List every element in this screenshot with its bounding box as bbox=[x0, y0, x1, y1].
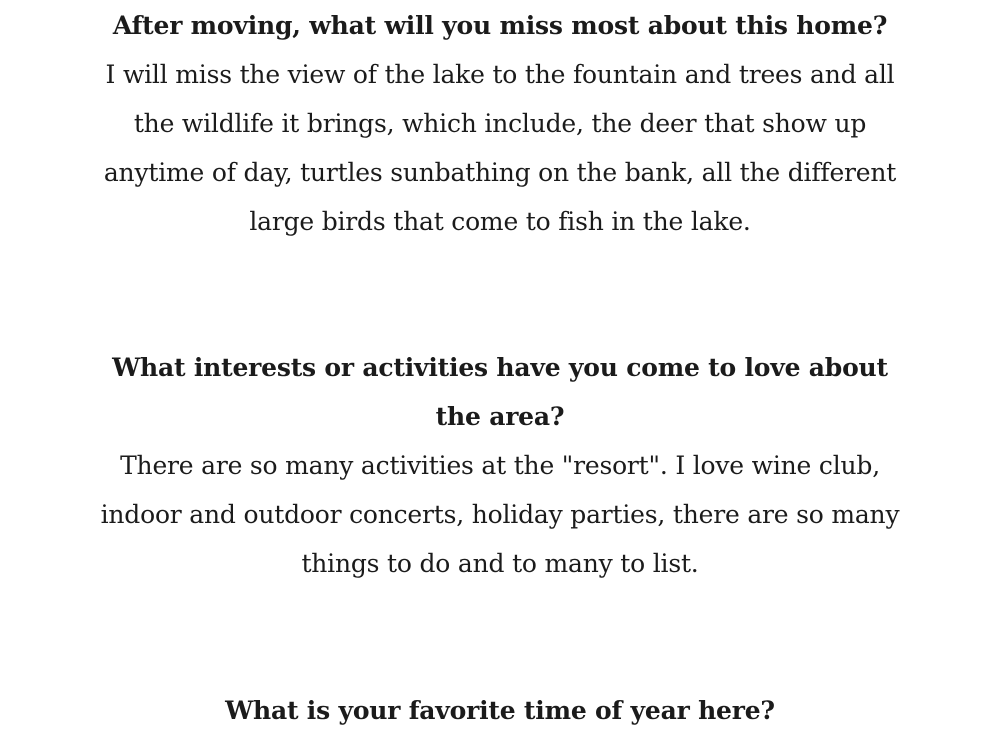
answer-text: There are so many activities at the "resort". I love wine club, indoor and outdoor concerts, holiday parties, there are so many things to do and to many to list. bbox=[100, 451, 900, 578]
qa-block-favorite-time bbox=[100, 686, 900, 735]
qa-block-interests-activities bbox=[100, 343, 900, 588]
question-heading: What interests or activities have you come to love about the area? bbox=[112, 353, 888, 431]
qa-block-miss-most bbox=[100, 1, 900, 246]
question-heading: What is your favorite time of year here? bbox=[225, 696, 775, 725]
question-heading: After moving, what will you miss most about this home? bbox=[112, 11, 888, 40]
answer-text: I will miss the view of the lake to the fountain and trees and all the wildlife it brings, which include, the deer that show up anytime of day, turtles sunbathing on the bank, all the different large birds that come to fish in the lake. bbox=[103, 60, 897, 236]
